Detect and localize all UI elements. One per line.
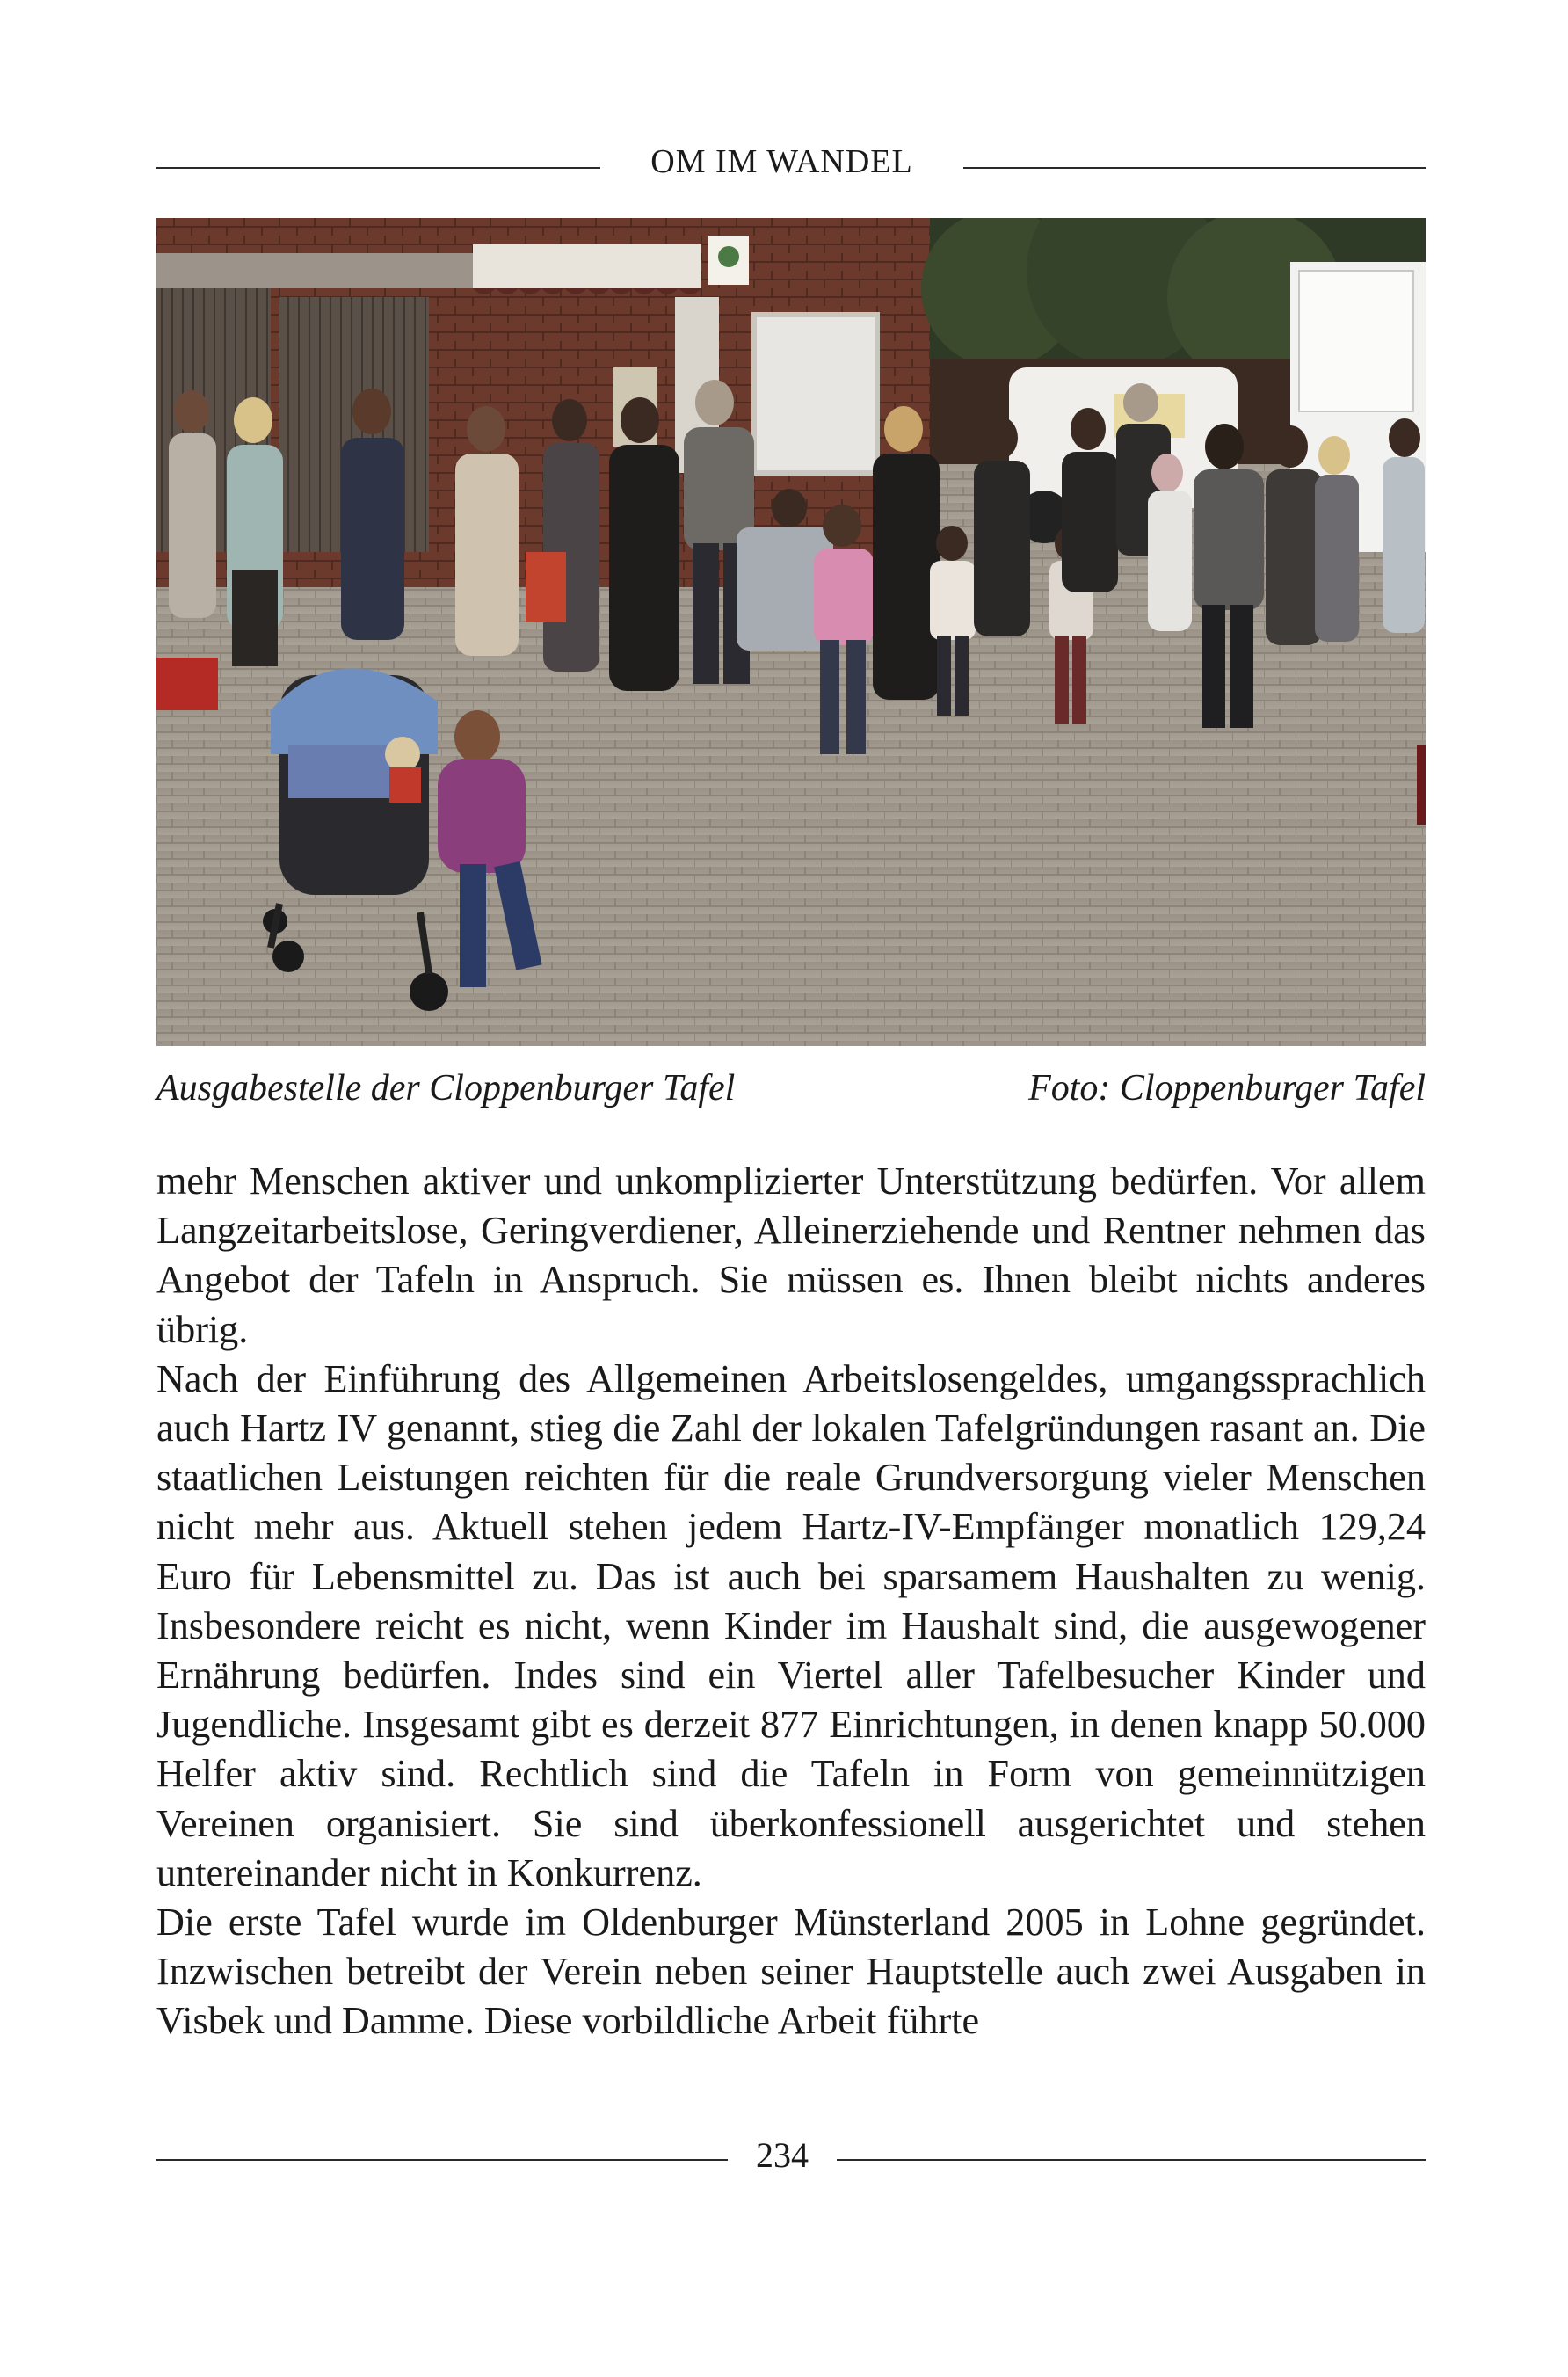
photo-illustration [156,218,1426,1046]
footer-rule-left [156,2159,728,2161]
paragraph-1: mehr Menschen aktiver und unkomplizierter Unterstützung bedürfen. Vor allem Langzeitarbeitslose, Geringverdiener, Alleinerziehende und Rentner nehmen das Angebot der Tafeln in Anspruch. Sie müssen es. Ihnen bleibt nichts anderes übrig. [156,1159,1426,1351]
paragraph-3: Die erste Tafel wurde im Oldenburger Münsterland 2005 in Lohne gegründet. Inzwischen betreibt der Verein neben seiner Hauptstelle auch zwei Ausgaben in Visbek und Damme. Diese vorbildliche Arbeit führte [156,1901,1426,2043]
page-number: 234 [756,2135,809,2175]
body-text [156,1157,1426,2046]
footer-rule-right [837,2159,1426,2161]
photo-credit: Foto: Cloppenburger Tafel [1028,1068,1426,1109]
running-head [156,142,1426,195]
photo-food-bank-queue [156,218,1426,1046]
photo-caption: Ausgabestelle der Cloppenburger Tafel [156,1068,736,1109]
running-head-title: OM IM WANDEL [650,143,913,180]
header-rule-right [963,167,1426,169]
header-rule-left [156,167,600,169]
page-footer [156,2134,1426,2187]
paragraph-2: Nach der Einführung des Allgemeinen Arbeitslosengeldes, umgangssprachlich auch Hartz IV genannt, stieg die Zahl der lokalen Tafelgründungen rasant an. Die staatlichen Leistungen reichten für die reale Grundversorgung vieler Menschen nicht mehr aus. Aktuell stehen jedem Hartz-IV-Empfänger monatlich 129,24 Euro für Lebensmittel zu. Das ist auch bei sparsamem Haushalten zu wenig. Insbesondere reicht es nicht, wenn Kinder im Haushalt sind, die ausgewogener Ernährung bedürfen. Indes sind ein Viertel aller Tafelbesucher Kinder und Jugendliche. Insgesamt gibt es derzeit 877 Einrichtungen, in denen knapp 50.000 Helfer aktiv sind. Rechtlich sind die Tafeln in Form von gemeinnützigen Vereinen organisiert. Sie sind überkonfessionell ausgerichtet und stehen untereinander nicht in Konkurrenz. [156,1356,1426,1894]
